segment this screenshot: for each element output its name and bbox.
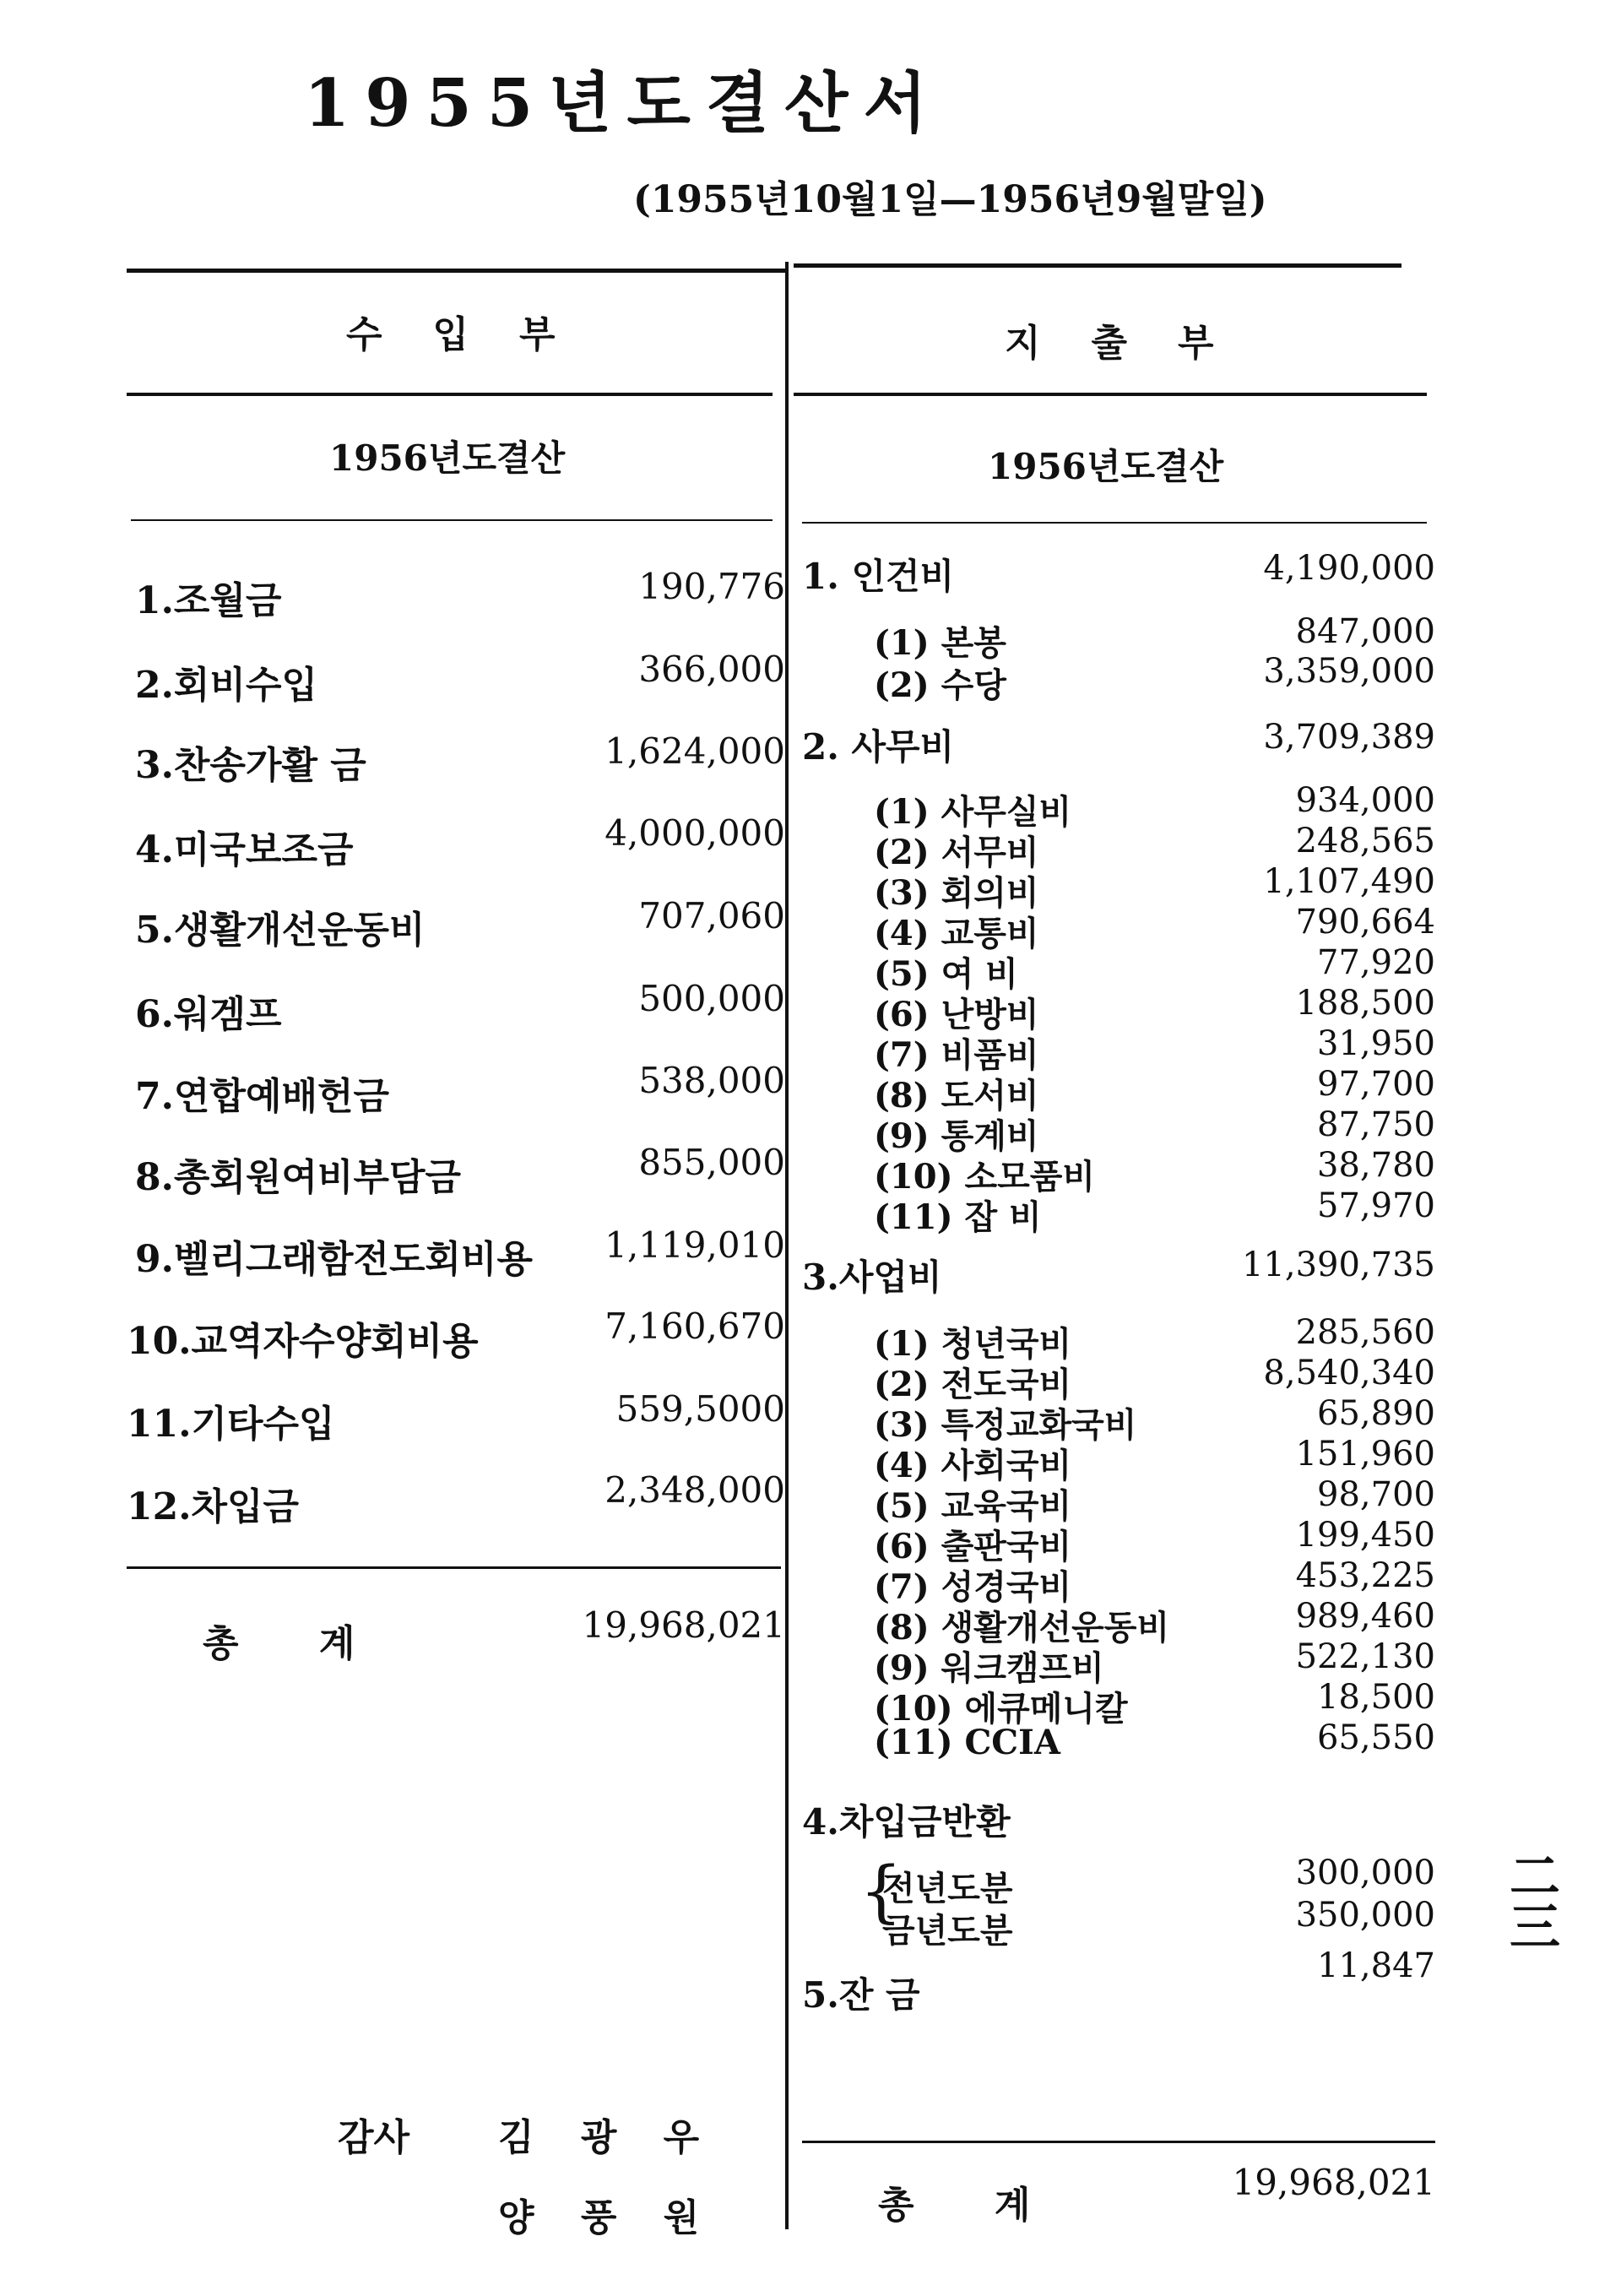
- fiscal-period: (1955년10월1일—1956년9월말일): [633, 178, 1267, 221]
- expense-sub-amount: 300,000: [1295, 1854, 1435, 1892]
- income-item-amount: 366,000: [638, 649, 785, 690]
- income-header: 수입부: [346, 313, 606, 356]
- expense-sub-amount: 989,460: [1295, 1597, 1435, 1636]
- expense-sub-amount: 3,359,000: [1263, 652, 1435, 691]
- expense-section-label: 3.사업비: [802, 1257, 942, 1298]
- income-item-label: 4.미국보조금: [135, 828, 354, 871]
- expense-sub-label: 금년도분: [882, 1911, 1013, 1951]
- income-item-label: 11.기타수입: [127, 1403, 335, 1446]
- income-item-amount: 1,119,010: [604, 1224, 785, 1266]
- income-item-amount: 855,000: [638, 1142, 785, 1183]
- expense-sub-amount: 847,000: [1295, 612, 1435, 651]
- expense-sub-amount: 31,950: [1317, 1024, 1435, 1063]
- expense-sub-label: (1) 본봉: [874, 623, 1006, 663]
- expense-sub-label: (11) 잡 비: [874, 1197, 1042, 1237]
- expense-sub-amount: 1,107,490: [1263, 862, 1435, 901]
- expense-sub-label: (10) 소모품비: [874, 1157, 1096, 1197]
- expense-sub-label: (5) 교육국비: [874, 1486, 1072, 1526]
- expense-sub-amount: 199,450: [1295, 1516, 1435, 1555]
- expense-sub-label: (8) 도서비: [874, 1076, 1039, 1115]
- expense-sub-amount: 285,560: [1295, 1313, 1435, 1352]
- expense-sub-label: (8) 생활개선운동비: [874, 1608, 1170, 1647]
- expense-sub-amount: 790,664: [1295, 903, 1435, 942]
- expense-sub-amount: 38,780: [1317, 1146, 1435, 1185]
- audit-label: 감사: [338, 2116, 410, 2159]
- expense-sub-label: (2) 서무비: [874, 833, 1039, 872]
- income-total-label: 총 계: [203, 1622, 389, 1665]
- expense-sub-amount: 934,000: [1295, 781, 1435, 820]
- document-title: 1955년도결산서: [304, 65, 942, 142]
- header-rule-right: [794, 393, 1427, 396]
- subheader-rule-left: [131, 519, 773, 521]
- income-item-amount: 2,348,000: [604, 1469, 785, 1511]
- income-item-amount: 538,000: [638, 1060, 785, 1101]
- expense-subheader: 1956년도결산: [988, 446, 1224, 487]
- expense-sub-amount: 453,225: [1295, 1556, 1435, 1595]
- income-subheader: 1956년도결산: [329, 437, 566, 479]
- expense-total-label: 총 계: [878, 2184, 1065, 2227]
- income-total-rule: [127, 1566, 781, 1569]
- expense-sub-label: (9) 통계비: [874, 1116, 1039, 1156]
- expense-sub-amount: 97,700: [1317, 1065, 1435, 1104]
- expense-sub-label: (7) 성경국비: [874, 1567, 1072, 1607]
- expense-sub-amount: 87,750: [1317, 1105, 1435, 1144]
- expense-section-amount: 11,847: [1317, 1946, 1435, 1985]
- expense-sub-label: (3) 회의비: [874, 873, 1039, 913]
- subheader-rule-right: [802, 522, 1427, 524]
- expense-section-label: 4.차입금반환: [802, 1801, 1011, 1843]
- expense-sub-label: 전년도분: [882, 1869, 1013, 1908]
- income-item-amount: 4,000,000: [604, 812, 785, 854]
- expense-sub-amount: 188,500: [1295, 984, 1435, 1023]
- expense-sub-label: (7) 비품비: [874, 1035, 1039, 1075]
- expense-header: 지출부: [1005, 322, 1265, 365]
- expense-sub-label: (6) 난방비: [874, 995, 1039, 1034]
- expense-section-label: 2. 사무비: [802, 726, 955, 768]
- expense-sub-label: (1) 청년국비: [874, 1324, 1072, 1364]
- income-item-label: 1.조월금: [135, 579, 282, 622]
- income-item-amount: 559,5000: [615, 1388, 785, 1430]
- expense-sub-amount: 57,970: [1317, 1186, 1435, 1225]
- income-item-amount: 190,776: [638, 566, 785, 607]
- expense-sub-label: (6) 출판국비: [874, 1527, 1072, 1566]
- income-item-label: 5.생활개선운동비: [135, 909, 426, 952]
- expense-sub-amount: 77,920: [1317, 943, 1435, 982]
- expense-sub-amount: 151,960: [1295, 1435, 1435, 1474]
- expense-sub-amount: 248,565: [1295, 822, 1435, 860]
- expense-sub-label: (1) 사무실비: [874, 792, 1072, 832]
- page-number: 二三: [1501, 1849, 1560, 1951]
- header-rule-left: [127, 393, 773, 396]
- expense-sub-label: (3) 특정교화국비: [874, 1405, 1137, 1445]
- center-divider: [785, 262, 789, 2229]
- expense-sub-label: (4) 사회국비: [874, 1446, 1072, 1485]
- expense-sub-amount: 8,540,340: [1263, 1354, 1435, 1392]
- income-item-amount: 7,160,670: [604, 1305, 785, 1347]
- income-item-amount: 500,000: [638, 978, 785, 1019]
- income-item-label: 12.차입금: [127, 1485, 300, 1528]
- income-item-amount: 1,624,000: [604, 730, 785, 772]
- top-rule-left: [127, 269, 785, 273]
- auditor-name: 김 광 우: [498, 2116, 717, 2159]
- income-item-label: 2.회비수입: [135, 664, 317, 707]
- expense-sub-label: (10) 에큐메니칼: [874, 1689, 1128, 1729]
- income-item-label: 6.워겜프: [135, 993, 282, 1036]
- expense-section-amount: 3,709,389: [1263, 718, 1435, 757]
- expense-sub-label: (2) 전도국비: [874, 1365, 1072, 1404]
- expense-section-label: 1. 인건비: [802, 556, 955, 597]
- expense-sub-label: (5) 여 비: [874, 954, 1018, 994]
- expense-sub-label: (9) 워크캠프비: [874, 1648, 1104, 1688]
- income-item-label: 3.찬송가활 금: [135, 744, 366, 787]
- expense-sub-amount: 65,550: [1317, 1718, 1435, 1757]
- expense-sub-amount: 350,000: [1295, 1896, 1435, 1935]
- expense-total-amount: 19,968,021: [1232, 2162, 1435, 2203]
- brace-icon: {: [859, 1852, 903, 1930]
- income-item-label: 9.벨리그래함전도회비용: [135, 1238, 533, 1281]
- expense-sub-label: (2) 수당: [874, 665, 1006, 705]
- expense-sub-label: (11) CCIA: [874, 1723, 1060, 1762]
- income-item-label: 8.총회원여비부담금: [135, 1156, 461, 1199]
- expense-sub-amount: 65,890: [1317, 1394, 1435, 1433]
- top-rule-right: [794, 263, 1401, 268]
- expense-section-amount: 4,190,000: [1263, 549, 1435, 588]
- income-item-label: 7.연합예배헌금: [135, 1075, 389, 1118]
- expense-sub-amount: 522,130: [1295, 1637, 1435, 1676]
- expense-section-amount: 11,390,735: [1241, 1246, 1435, 1284]
- expense-sub-label: (4) 교통비: [874, 914, 1039, 953]
- expense-sub-amount: 18,500: [1317, 1678, 1435, 1717]
- income-item-amount: 707,060: [638, 895, 785, 936]
- income-item-label: 10.교역자수양회비용: [127, 1320, 479, 1363]
- expense-sub-amount: 98,700: [1317, 1475, 1435, 1514]
- expense-section-label: 5.잔 금: [802, 1974, 920, 2016]
- income-total-amount: 19,968,021: [582, 1604, 785, 1646]
- expense-total-rule: [802, 2141, 1435, 2143]
- auditor-name: 양 풍 원: [498, 2196, 717, 2239]
